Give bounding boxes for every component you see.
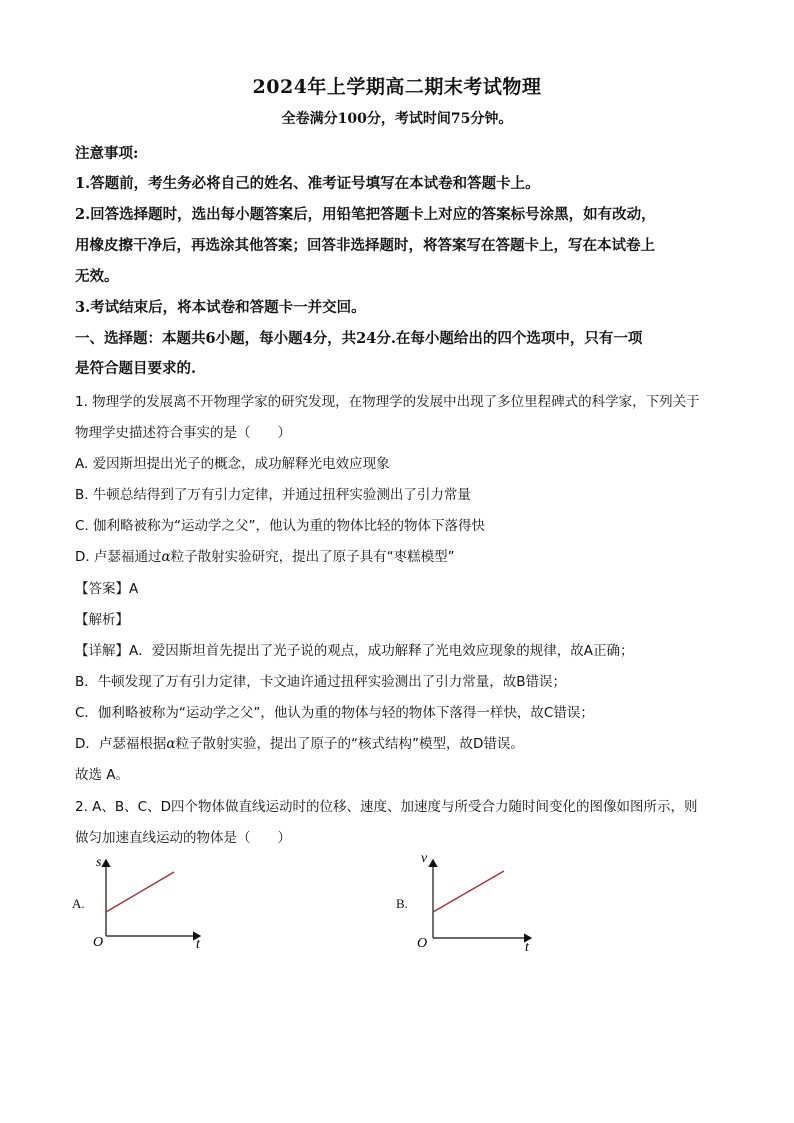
q2-stem-line-2: 做匀加速直线运动的物体是（ ）	[75, 830, 291, 846]
q1-option-d-post: 粒子散射实验研究，提出了原子具有“枣糕模型”	[170, 549, 455, 565]
q1-stem-line-2: 物理学史描述符合事实的是（ ）	[75, 425, 291, 441]
q2-graph-a	[88, 848, 218, 953]
q2-option-b-label: B.	[396, 896, 408, 911]
q2-option-a-label: A.	[72, 896, 85, 911]
y-axis-label: s	[96, 855, 102, 870]
q1-answer	[75, 577, 138, 597]
q1-option-d-pre: D. 卢瑟福通过	[75, 549, 162, 565]
notice-item-1: 1.答题前，考生务必将自己的姓名、准考证号填写在本试卷和答题卡上。	[75, 175, 540, 192]
alpha-symbol: α	[161, 549, 171, 565]
y-axis-label: v	[421, 851, 428, 866]
origin-label: O	[417, 936, 428, 951]
notice-item-2-line-2: 用橡皮擦干净后，再选涂其他答案；回答非选择题时，将答案写在答题卡上，写在本试卷上	[75, 237, 655, 254]
q1-detail-a	[75, 639, 633, 659]
q1-option-b: B. 牛顿总结得到了万有引力定律，并通过扭秤实验测出了引力常量	[75, 487, 471, 503]
q2-stem-line-1: 2. A、B、C、D四个物体做直线运动时的位移、速度、加速度与所受合力随时间变化的图像如图所示，则	[75, 799, 698, 815]
detail-a-text: A．爱因斯坦首先提出了光子说的观点，成功解释了光电效应现象的规律，故A正确；	[129, 643, 634, 659]
page-title: 2024年上学期高二期末考试物理	[252, 76, 542, 98]
q2-graph-b	[415, 848, 545, 953]
q1-detail-c: C．伽利略被称为“运动学之父”，他认为重的物体与轻的物体下落得一样快，故C错误；	[75, 705, 594, 721]
graph-line	[433, 871, 504, 912]
q1-detail-d	[75, 732, 524, 752]
q1-option-d	[75, 545, 455, 565]
section-1-heading-line-2: 是符合题目要求的.	[75, 360, 197, 377]
x-axis-label: t	[525, 940, 529, 953]
q1-stem-line-1: 1. 物理学的发展离不开物理学家的研究发现，在物理学的发展中出现了多位里程碑式的科学家，下列关于	[75, 394, 700, 410]
page-subtitle: 全卷满分100分，考试时间75分钟。	[281, 111, 513, 127]
notice-item-2-line-1: 2.回答选择题时，选出每小题答案后，用铅笔把答题卡上对应的答案标号涂黑，如有改动，	[75, 206, 656, 223]
notice-item-3: 3.考试结束后，将本试卷和答题卡一并交回。	[75, 299, 366, 316]
notice-item-2-line-3: 无效。	[75, 268, 119, 285]
answer-tag: 【答案】	[75, 581, 129, 597]
detail-tag: 【详解】	[75, 643, 129, 659]
alpha-symbol: α	[166, 736, 176, 752]
q1-option-c: C. 伽利略被称为“运动学之父”，他认为重的物体比轻的物体下落得快	[75, 518, 485, 534]
answer-value: A	[129, 581, 139, 597]
q1-analysis-tag: 【解析】	[75, 612, 129, 628]
q1-conclusion: 故选 A。	[75, 767, 130, 783]
x-axis-label: t	[196, 937, 200, 952]
detail-d-post: 粒子散射实验，提出了原子的“核式结构”模型，故D错误。	[175, 736, 524, 752]
graph-line	[106, 872, 174, 912]
section-1-heading-line-1: 一、选择题：本题共6小题，每小题4分，共24分.在每小题给出的四个选项中，只有一项	[75, 330, 643, 347]
notice-heading: 注意事项:	[75, 145, 139, 162]
q1-detail-b: B．牛顿发现了万有引力定律，卡文迪许通过扭秤实验测出了引力常量，故B错误；	[75, 674, 567, 690]
detail-d-pre: D．卢瑟福根据	[75, 736, 167, 752]
origin-label: O	[93, 935, 104, 950]
q1-option-a: A. 爱因斯坦提出光子的概念，成功解释光电效应现象	[75, 456, 390, 472]
